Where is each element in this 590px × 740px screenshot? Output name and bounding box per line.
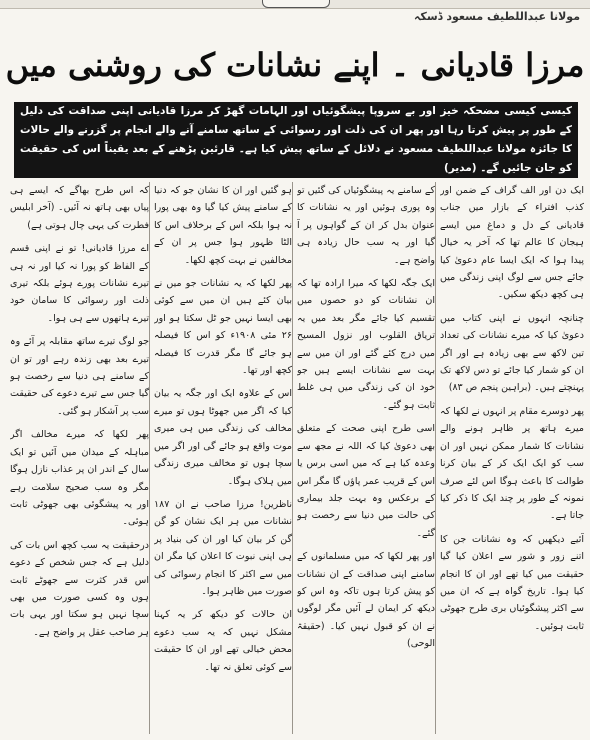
paragraph: آئیے دیکھیں کہ وہ نشانات جن کا اتنے زور و شور سے اعلان کیا گیا حقیقت میں کیا تھے اور ان کا انجام کیا ہوا۔ تاریخ گواہ ہے کہ ان میں سے اکثر پیشگوئیاں بری طرح جھوٹی ثابت ہوئیں۔ [440, 533, 584, 632]
paragraph: کے سامنے یہ پیشگوئیاں کی گئیں تو وہ پوری ہوئیں اور یہ نشانات کا عنوان بدل کر ان کے گواہوں پر آ گیا اور یہ سب حال زیادہ ہی واضح ہے۔ [297, 185, 435, 266]
paragraph: اس کے علاوہ ایک اور جگہ یہ بیان کیا کہ اگر میں جھوٹا ہوں تو میرے مخالف کی زندگی میں ہی میری موت واقع ہو جائے گی اور اگر میں سچا ہوں تو مخالف میری زندگی میں ہلاک ہوگا۔ [154, 388, 292, 487]
article-intro: کیسی کیسی مضحکہ خیز اور بے سروپا پیشگوئیاں اور الہامات گھڑ کر مرزا قادیانی اپنی صداقت کی دلیل کے طور پر پیش کرتا رہا اور پھر ان کی ذلت اور رسوائی کے ساتھ سامنے آنے والے انجام پر گزرنے والے حالات کا جائزہ مولانا عبداللطیف مسعود نے دلائل کے ساتھ پیش کیا ہے۔ قارئین پڑھنے کے بعد یقیناً اس کی حقیقت کو جان جائیں گے۔ (مدیر) [14, 102, 578, 178]
paragraph: اور پھر لکھا کہ میں مسلمانوں کے سامنے اپنی صداقت کے ان نشانات کو پیش کرتا ہوں تاکہ وہ اس کو دیکھ کر ایمان لے آئیں مگر لوگوں نے ان کو قبول نہیں کیا۔ (حقیقۃ الوحی) [297, 551, 435, 650]
column-2 [297, 182, 435, 734]
paragraph: پھر لکھا کہ میرے مخالف اگر مباہلہ کے میدان میں آئیں تو ایک سال کے اندر ان پر عذاب نازل ہوگا مگر وہ سب صحیح سلامت رہے اور یہ پیشگوئی بھی جھوٹی ثابت ہوئی۔ [10, 429, 149, 528]
top-ornament [262, 0, 330, 8]
paragraph: ان حالات کو دیکھ کر یہ کہنا مشکل نہیں کہ یہ سب دعوے محض خیالی تھے اور ان کا حقیقت سے کوئی تعلق نہ تھا۔ [154, 609, 292, 673]
column-1 [440, 182, 584, 734]
column-3 [154, 182, 292, 734]
paragraph: پھر دوسرے مقام پر انہوں نے لکھا کہ میرے ہاتھ پر ظاہر ہونے والے نشانات کا شمار ممکن نہیں اور ان سب کو ایک ایک کر کے بیان کرنا طوالت کا باعث ہوگا اس لئے صرف نمونہ کے طور پر چند ایک کا ذکر کیا جاتا ہے۔ [440, 405, 584, 522]
author-byline: مولانا عبداللطیف مسعود ڈسکہ [413, 10, 580, 23]
paragraph: پھر لکھا کہ یہ نشانات جو میں نے بیان کئے ہیں ان میں سے کوئی بھی ایسا نہیں جو ٹل سکتا ہو اور ۲۶ مئی ۱۹۰۸ء کو اس کا فیصلہ ہو جائے گا مگر قدرت کا فیصلہ کچھ اور تھا۔ [154, 278, 292, 377]
article-headline: مرزا قادیانی ۔ اپنے نشانات کی روشنی میں [5, 46, 585, 84]
column-rule [149, 182, 150, 734]
paragraph: درحقیقت یہ سب کچھ اس بات کی دلیل ہے کہ جس شخص کے دعوے اس قدر کثرت سے جھوٹے ثابت ہوں وہ کسی صورت میں بھی سچا نہیں ہو سکتا اور یہی بات ہر صاحب عقل پر واضح ہے۔ [10, 539, 149, 638]
paragraph: چنانچہ انہوں نے اپنی کتاب میں دعویٰ کیا کہ میرے نشانات کی تعداد تین لاکھ سے بھی زیادہ ہے اور اگر ان کو شمار کیا جائے تو دس لاکھ تک پہنچتے ہیں۔ (براہین پنجم ص ۸۳) [440, 312, 584, 394]
paragraph: ناظرین! مرزا صاحب نے ان ۱۸۷ نشانات میں ہر ایک نشان کو گن گن کر بیان کیا اور ان کی بنیاد پر ہی اپنی نبوت کا اعلان کیا مگر ان میں سے اکثر کا انجام رسوائی کی صورت میں ظاہر ہوا۔ [154, 498, 292, 597]
paragraph: جو لوگ تیرے ساتھ مقابلہ پر آئے وہ تیرے بعد بھی زندہ رہے اور تو ان کے سامنے ہی دنیا سے رخصت ہو گیا جس سے تیرے دعوے کی حقیقت سب پر آشکار ہو گئی۔ [10, 336, 149, 417]
column-rule [435, 182, 436, 734]
article-columns [10, 182, 584, 734]
paragraph: ایک دن اور الف گراف کے ضمن اور کذب افتراء کے بازار میں جناب قادیانی کے دل و دماغ میں ایسے ہیجان کا عالم تھا کہ آخر یہ خیال پیدا ہوا کہ ایک ایسا عام دعویٰ کیا جائے جس سے لوگ اپنی زندگی میں ہی کچھ دیکھ سکیں۔ [440, 185, 584, 301]
paragraph: اسی طرح اپنی صحت کے متعلق بھی دعویٰ کیا کہ اللہ نے مجھ سے وعدہ کیا ہے کہ میں اسی برس یا اس کے قریب عمر پاؤں گا مگر اس کے برعکس وہ بہت جلد بیماری کی حالت میں دنیا سے رخصت ہو گئے۔ [297, 423, 435, 539]
column-4 [10, 182, 149, 734]
paragraph: ہو گئیں اور ان کا نشان جو کہ دنیا کے سامنے پیش کیا گیا وہ بھی پورا نہ ہوا بلکہ اس کے برخلاف اس کا الٹا ظہور ہوا جس پر ان کے مخالفین نے بہت کچھ لکھا۔ [154, 185, 292, 266]
paragraph: کہ اس طرح بھاگے کہ ایسے ہی پیاں بھی ہاتھ نہ آئیں۔ (آخر ابلیس فطرت کی یہی چال ہوتی ہے) [10, 185, 149, 231]
paragraph: ایک جگہ لکھا کہ میرا ارادہ تھا کہ ان نشانات کو دو حصوں میں تقسیم کیا جائے مگر بعد میں یہ تریاق القلوب اور نزول المسیح میں درج کئے گئے اور ان میں سے بہت سے نشانات ایسے ہیں جو خود ان کی زندگی میں ہی غلط ثابت ہو گئے۔ [297, 278, 435, 411]
paragraph: اے مرزا قادیانی! تو نے اپنی قسم کے الفاظ کو پورا نہ کیا اور نہ ہی تیرے نشانات پورے ہوئے بلکہ تیری ذلت اور رسوائی کا سامان خود تیرے ہاتھوں سے ہی ہوا۔ [10, 243, 149, 324]
column-rule [292, 182, 293, 734]
